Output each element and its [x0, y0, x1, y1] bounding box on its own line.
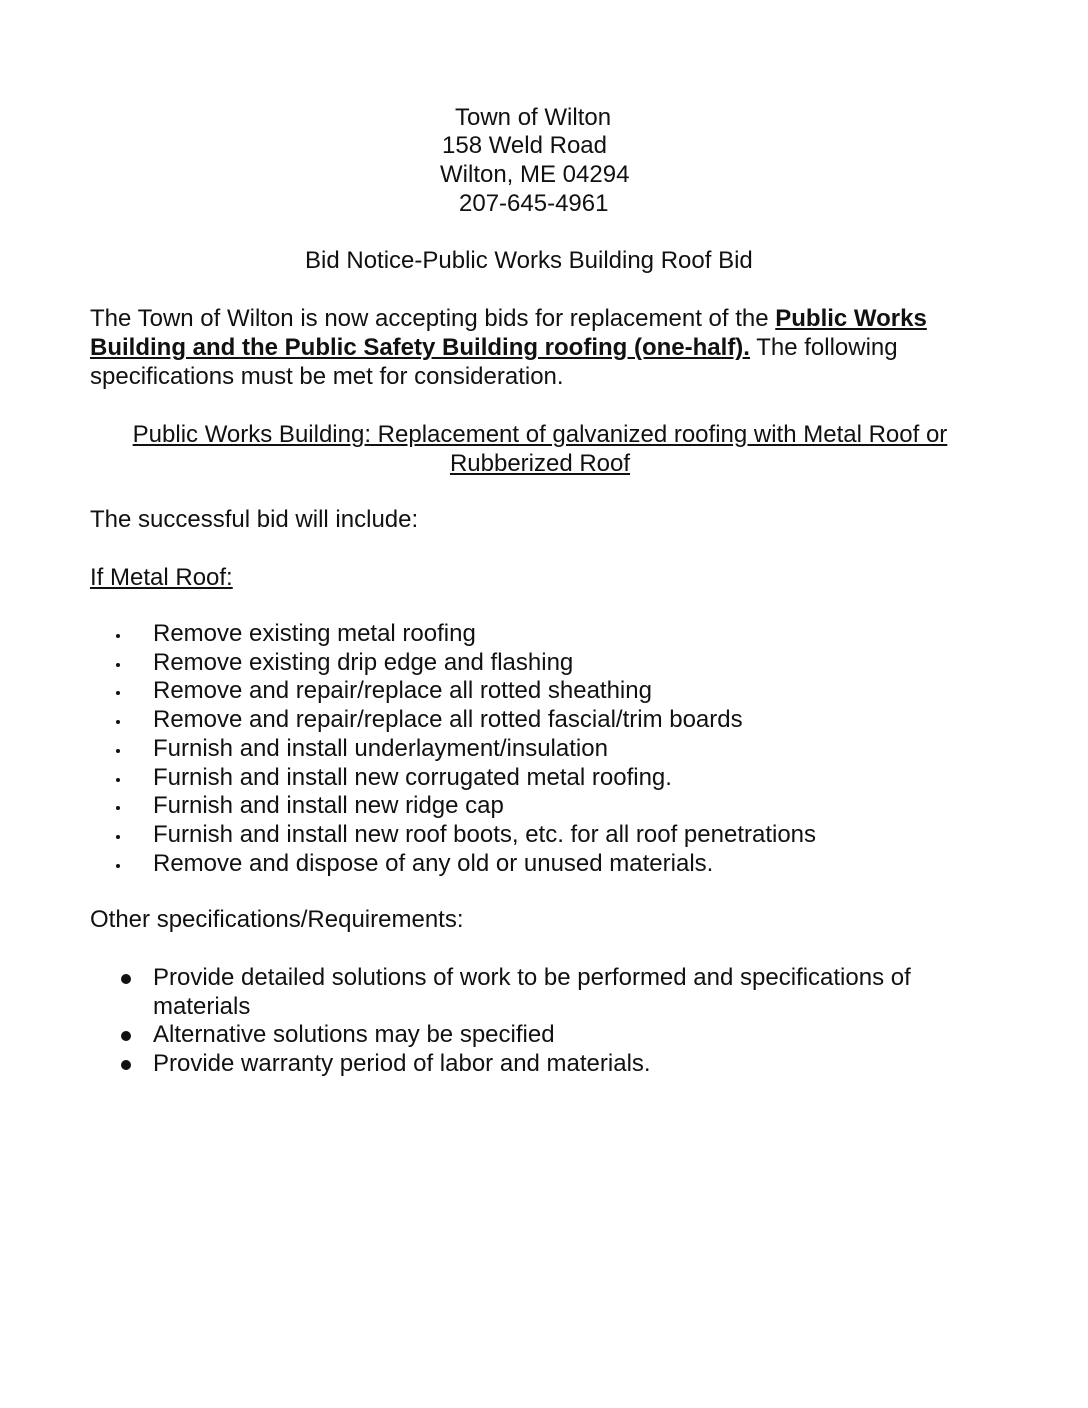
- list-item: Furnish and install underlayment/insulation: [0, 735, 953, 764]
- list-item: Provide detailed solutions of work to be performed and specifications of materials: [0, 964, 953, 1021]
- other-requirements-heading: Other specifications/Requirements:: [90, 906, 464, 933]
- list-item: Alternative solutions may be specified: [0, 1021, 953, 1050]
- header-city-state-zip: Wilton, ME 04294: [440, 161, 630, 188]
- list-item: Furnish and install new ridge cap: [0, 792, 953, 821]
- list-item: Remove and repair/replace all rotted fascial/trim boards: [0, 706, 953, 735]
- include-text: The successful bid will include:: [90, 506, 419, 533]
- metal-roof-list: [0, 620, 953, 878]
- header-phone: 207-645-4961: [459, 190, 609, 217]
- header-town-name: Town of Wilton: [455, 104, 612, 131]
- list-item: Remove and dispose of any old or unused materials.: [0, 850, 953, 879]
- intro-text-bold: Public Works Building and the Public Safety Building roofing (one-half).: [90, 305, 927, 361]
- intro-text-after: The following specifications must be met for consideration.: [90, 334, 898, 390]
- header-street: 158 Weld Road: [442, 132, 607, 159]
- list-item: Remove existing drip edge and flashing: [0, 649, 953, 678]
- list-item: Remove existing metal roofing: [0, 620, 953, 649]
- list-item: Furnish and install new corrugated metal roofing.: [0, 764, 953, 793]
- page-title: Bid Notice-Public Works Building Roof Bid: [305, 247, 753, 274]
- intro-text-before: The Town of Wilton is now accepting bids for replacement of the: [90, 305, 776, 332]
- metal-roof-heading: If Metal Roof:: [90, 564, 233, 591]
- list-item: Furnish and install new roof boots, etc. for all roof penetrations: [0, 821, 953, 850]
- list-item: Provide warranty period of labor and materials.: [0, 1050, 953, 1079]
- list-item: Remove and repair/replace all rotted sheathing: [0, 677, 953, 706]
- section-heading: Public Works Building: Replacement of galvanized roofing with Metal Roof or Rubberized Roof: [132, 421, 948, 477]
- intro-paragraph: [90, 304, 990, 391]
- other-requirements-list: [0, 964, 953, 1079]
